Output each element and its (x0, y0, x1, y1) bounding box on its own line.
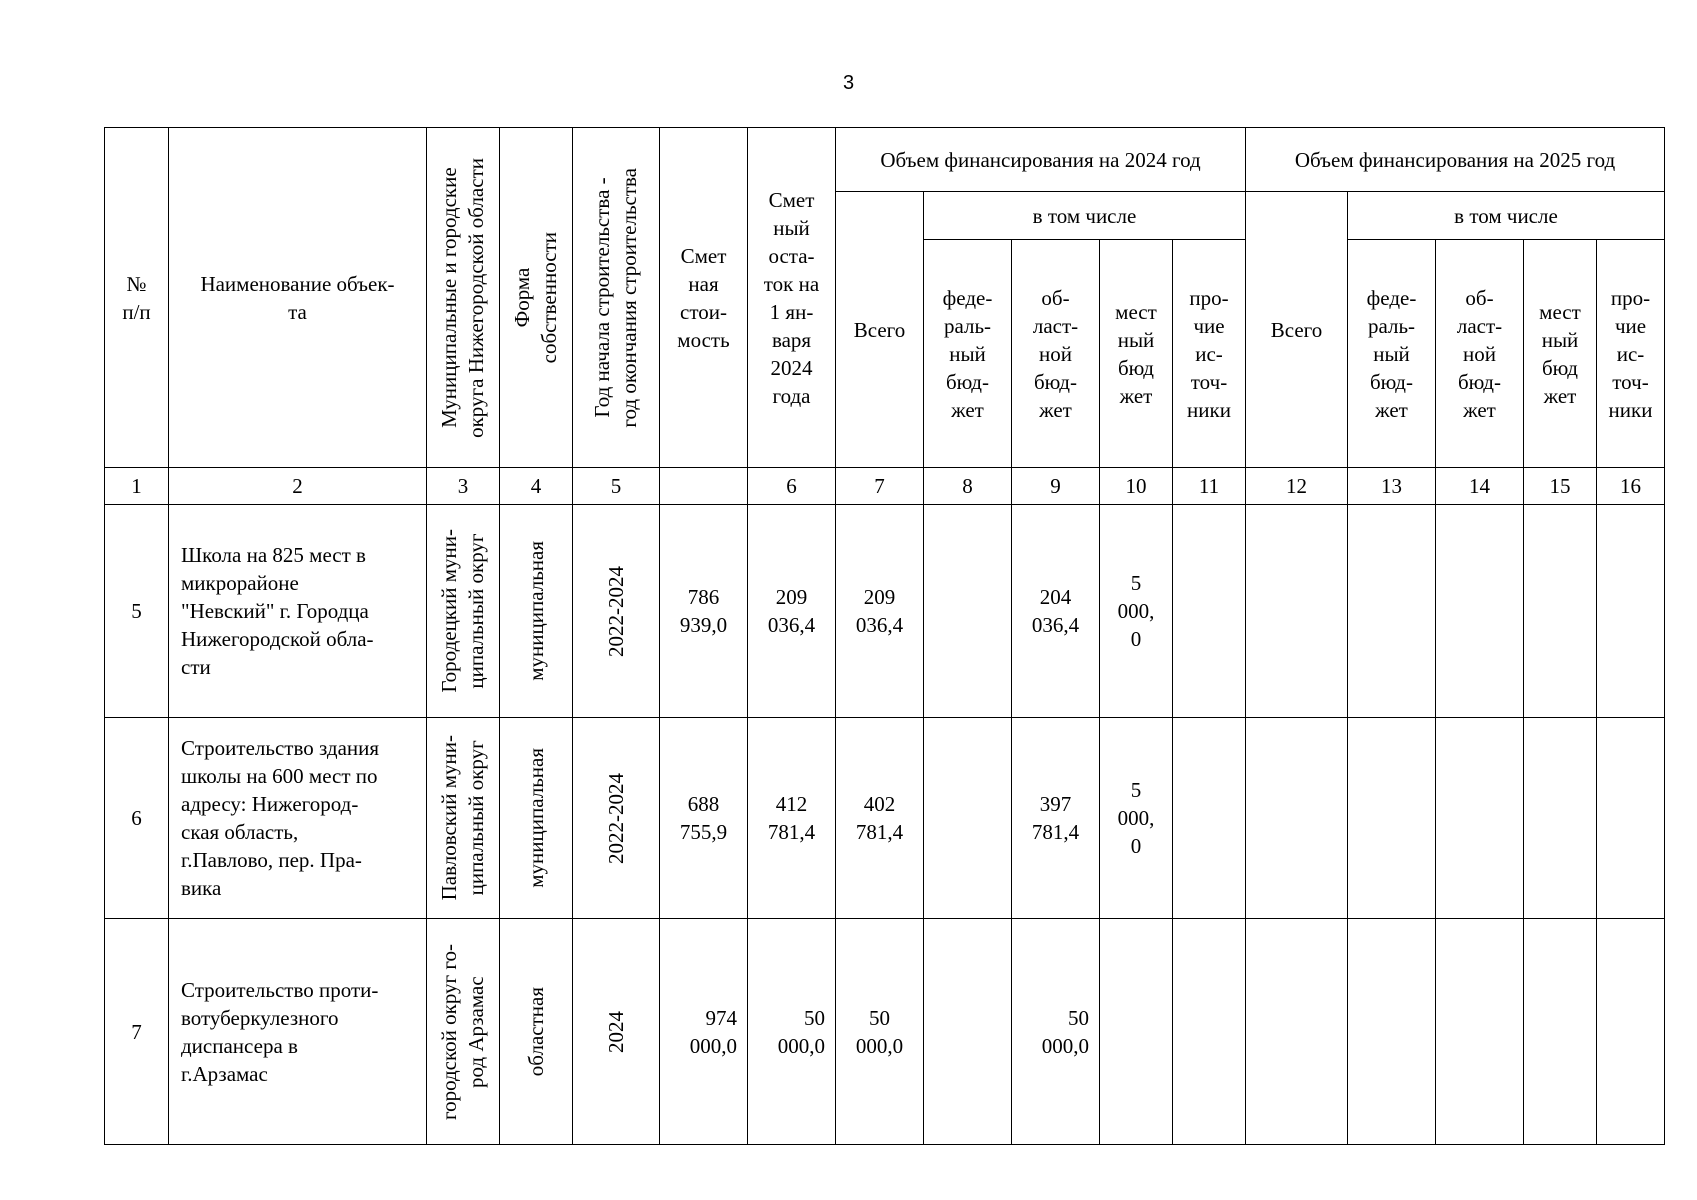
header-local-2025: мест ный бюд жет (1524, 240, 1597, 468)
regional-2025 (1436, 505, 1524, 718)
header-federal-2024: феде- раль- ный бюд- жет (924, 240, 1012, 468)
estimate-remainder: 209 036,4 (748, 505, 836, 718)
regional-2024: 204 036,4 (1012, 505, 1100, 718)
municipality-cell (427, 919, 500, 1145)
estimate-cost: 688 755,9 (660, 718, 748, 919)
column-number: 10 (1100, 468, 1173, 505)
column-number (660, 468, 748, 505)
column-number: 7 (836, 468, 924, 505)
table-row (105, 505, 1665, 718)
ownership-cell (500, 919, 573, 1145)
header-other-2024: про- чие ис- точ- ники (1173, 240, 1246, 468)
federal-2024 (924, 919, 1012, 1145)
header-including-2025: в том числе (1348, 192, 1665, 240)
object-name: Строительство проти- вотуберкулезного диспансера в г.Арзамас (169, 919, 427, 1145)
header-other-2025: про- чие ис- точ- ники (1597, 240, 1665, 468)
municipality: Павловский муни- ципальный округ (437, 735, 488, 901)
column-number: 14 (1436, 468, 1524, 505)
header-object-name: Наименование объек- та (169, 128, 427, 468)
construction-funding-table (104, 127, 1665, 1145)
federal-2025 (1348, 718, 1436, 919)
local-2024: 5 000, 0 (1100, 718, 1173, 919)
page-number: 3 (842, 72, 855, 94)
row-num: 6 (105, 718, 169, 919)
header-municipality-text: Муниципальные и городские округа Нижегородской области (437, 157, 488, 438)
column-number: 11 (1173, 468, 1246, 505)
header-num: № п/п (105, 128, 169, 468)
column-number: 12 (1246, 468, 1348, 505)
regional-2024: 397 781,4 (1012, 718, 1100, 919)
header-local-2024: мест ный бюд жет (1100, 240, 1173, 468)
other-2025 (1597, 718, 1665, 919)
total-2024: 209 036,4 (836, 505, 924, 718)
row-num: 5 (105, 505, 169, 718)
local-2024 (1100, 919, 1173, 1145)
total-2025 (1246, 919, 1348, 1145)
header-ownership (500, 128, 573, 468)
ownership-cell (500, 505, 573, 718)
estimate-cost: 974 000,0 (660, 919, 748, 1145)
total-2025 (1246, 718, 1348, 919)
row-num: 7 (105, 919, 169, 1145)
construction-years: 2024 (603, 1010, 628, 1053)
total-2024: 402 781,4 (836, 718, 924, 919)
column-number: 5 (573, 468, 660, 505)
header-construction-years-text: Год начала строительства - год окончания строительства (590, 167, 641, 428)
header-federal-2025: феде- раль- ный бюд- жет (1348, 240, 1436, 468)
municipality: Городецкий муни- ципальный округ (437, 529, 488, 693)
regional-2024: 50 000,0 (1012, 919, 1100, 1145)
column-number: 4 (500, 468, 573, 505)
federal-2024 (924, 718, 1012, 919)
estimate-remainder: 50 000,0 (748, 919, 836, 1145)
local-2024: 5 000, 0 (1100, 505, 1173, 718)
column-number: 9 (1012, 468, 1100, 505)
object-name: Строительство здания школы на 600 мест по адресу: Нижегород- ская область, г.Павлово, пер. Пра- вика (169, 718, 427, 919)
federal-2025 (1348, 505, 1436, 718)
local-2025 (1524, 718, 1597, 919)
other-2024 (1173, 505, 1246, 718)
ownership: областная (523, 986, 548, 1077)
federal-2024 (924, 505, 1012, 718)
column-number: 2 (169, 468, 427, 505)
other-2024 (1173, 718, 1246, 919)
column-number: 6 (748, 468, 836, 505)
header-total-2025: Всего (1246, 192, 1348, 468)
header-estimate-remainder: Смет ный оста- ток на 1 ян- варя 2024 года (748, 128, 836, 468)
other-2024 (1173, 919, 1246, 1145)
years-cell (573, 505, 660, 718)
header-regional-2024: об- ласт- ной бюд- жет (1012, 240, 1100, 468)
estimate-remainder: 412 781,4 (748, 718, 836, 919)
column-number: 3 (427, 468, 500, 505)
column-number: 16 (1597, 468, 1665, 505)
years-cell (573, 718, 660, 919)
header-funding-2025: Объем финансирования на 2025 год (1246, 128, 1665, 192)
object-name: Школа на 825 мест в микрорайоне "Невский" г. Городца Нижегородской обла- сти (169, 505, 427, 718)
construction-years: 2022-2024 (603, 565, 628, 657)
construction-years: 2022-2024 (603, 772, 628, 864)
ownership-cell (500, 718, 573, 919)
total-2024: 50 000,0 (836, 919, 924, 1145)
column-number: 13 (1348, 468, 1436, 505)
ownership: муниципальная (523, 748, 548, 888)
column-number: 8 (924, 468, 1012, 505)
table-row (105, 718, 1665, 919)
column-number: 1 (105, 468, 169, 505)
municipality-cell (427, 718, 500, 919)
regional-2025 (1436, 718, 1524, 919)
header-funding-2024: Объем финансирования на 2024 год (836, 128, 1246, 192)
municipality: городской округ го- род Арзамас (437, 943, 488, 1120)
other-2025 (1597, 505, 1665, 718)
local-2025 (1524, 505, 1597, 718)
total-2025 (1246, 505, 1348, 718)
header-including-2024: в том числе (924, 192, 1246, 240)
header-regional-2025: об- ласт- ной бюд- жет (1436, 240, 1524, 468)
column-number-row (105, 468, 1665, 505)
header-estimate-cost: Смет ная стои- мость (660, 128, 748, 468)
regional-2025 (1436, 919, 1524, 1145)
header-row-1 (105, 128, 1665, 192)
ownership: муниципальная (523, 541, 548, 681)
federal-2025 (1348, 919, 1436, 1145)
table-row (105, 919, 1665, 1145)
estimate-cost: 786 939,0 (660, 505, 748, 718)
years-cell (573, 919, 660, 1145)
header-ownership-text: Форма собственности (510, 231, 561, 364)
local-2025 (1524, 919, 1597, 1145)
municipality-cell (427, 505, 500, 718)
header-total-2024: Всего (836, 192, 924, 468)
header-construction-years (573, 128, 660, 468)
header-municipality (427, 128, 500, 468)
column-number: 15 (1524, 468, 1597, 505)
other-2025 (1597, 919, 1665, 1145)
